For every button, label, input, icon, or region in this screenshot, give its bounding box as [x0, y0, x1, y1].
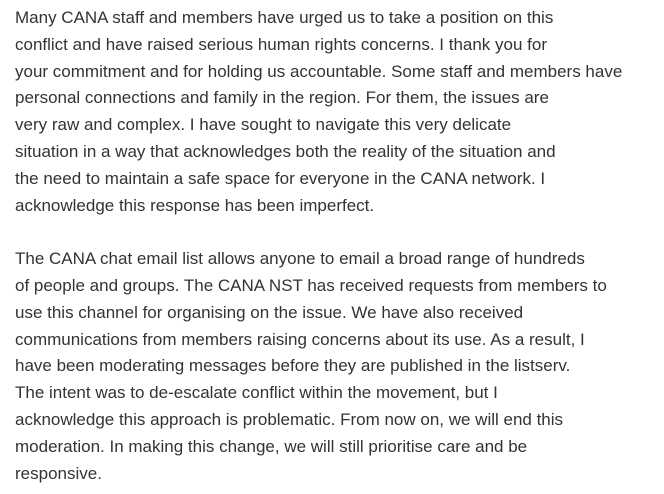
paragraph-position-statement — [15, 5, 660, 219]
text-line: The intent was to de-escalate conflict within the movement, but I — [15, 383, 498, 403]
text-line: very raw and complex. I have sought to navigate this very delicate — [15, 115, 512, 135]
text-line: acknowledge this approach is problematic. From now on, we will end this — [15, 409, 564, 429]
text-line: moderation. In making this change, we will still prioritise care and be — [15, 436, 528, 456]
text-line: personal connections and family in the region. For them, the issues are — [15, 88, 549, 108]
text-line: situation in a way that acknowledges both the reality of the situation and — [15, 141, 556, 161]
text-line: communications from members raising concerns about its use. As a result, I — [15, 329, 585, 349]
paragraph-email-list-moderation — [15, 246, 660, 487]
document-body — [15, 5, 660, 487]
text-line: your commitment and for holding us accountable. Some staff and members have — [15, 61, 623, 81]
text-line: responsive. — [15, 463, 102, 483]
text-line: use this channel for organising on the issue. We have also received — [15, 302, 524, 322]
text-line: Many CANA staff and members have urged us to take a position on this — [15, 8, 554, 27]
text-line: of people and groups. The CANA NST has received requests from members to — [15, 275, 607, 295]
text-line: the need to maintain a safe space for everyone in the CANA network. I — [15, 168, 546, 188]
text-line: conflict and have raised serious human rights concerns. I thank you for — [15, 34, 548, 54]
text-line: acknowledge this response has been imperfect. — [15, 195, 375, 215]
text-line: The CANA chat email list allows anyone to email a broad range of hundreds — [15, 249, 585, 269]
text-line: have been moderating messages before they are published in the listserv. — [15, 356, 571, 376]
